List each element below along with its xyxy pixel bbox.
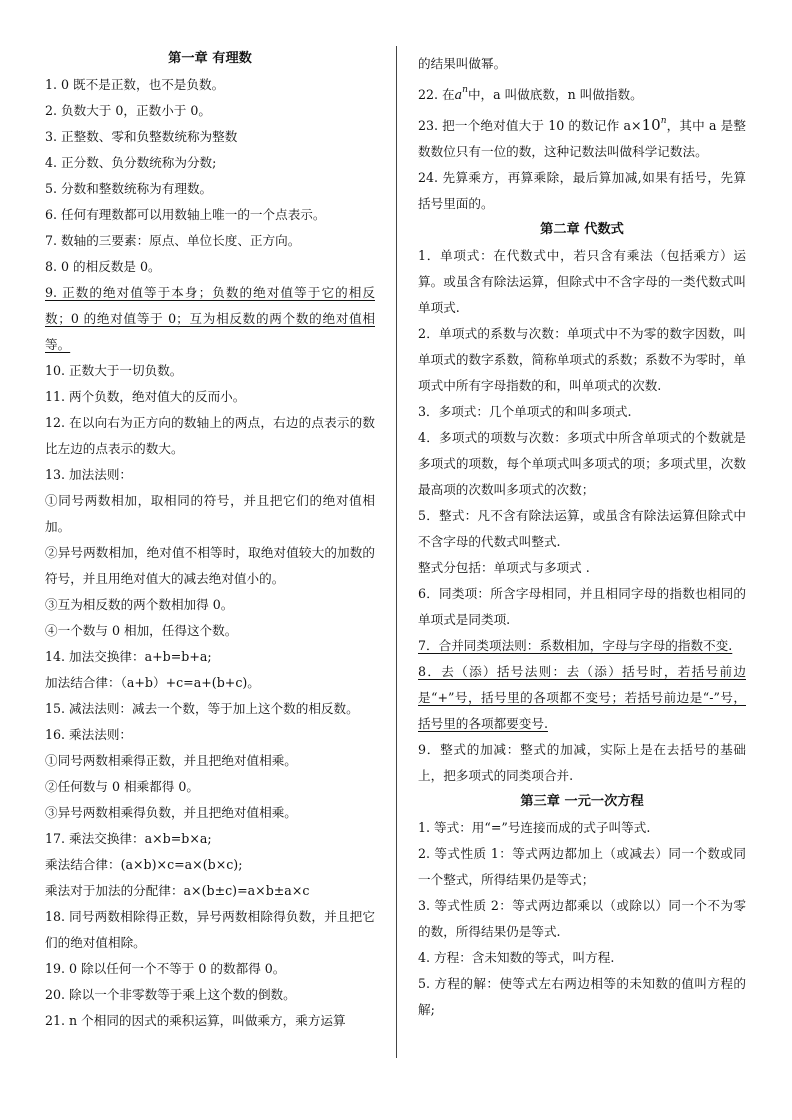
list-item: 8. 0 的相反数是 0。 [45, 259, 161, 274]
list-item: 乘法对于加法的分配律：a×(b±c)=a×b±a×c [45, 883, 310, 898]
list-item: 6. 任何有理数都可以用数轴上唯一的一个点表示。 [45, 207, 326, 222]
list-item: 19. 0 除以任何一个不等于 0 的数都得 0。 [45, 961, 286, 976]
math-exponent: n [462, 85, 468, 95]
list-item: 3. 正整数、零和负整数统称为整数 [45, 129, 238, 144]
list-item: 5. 分数和整数统称为有理数。 [45, 181, 213, 196]
list-item: 24. 先算乘方，再算乘除，最后算加减,如果有括号，先算括号里面的。 [418, 170, 746, 211]
list-item: 3．多项式：几个单项式的和叫多项式. [418, 404, 632, 419]
list-item: 1. 等式：用“=”号连接而成的式子叫等式. [418, 820, 651, 835]
list-item: ②异号两数相加，绝对值不相等时，取绝对值较大的加数的符号，并且用绝对值大的减去绝对值小的。 [45, 545, 375, 586]
list-item: 2. 负数大于 0，正数小于 0。 [45, 103, 211, 118]
list-item: 10. 正数大于一切负数。 [45, 363, 183, 378]
list-item: ①同号两数相乘得正数，并且把绝对值相乘。 [45, 753, 297, 768]
item-text: 23. 把一个绝对值大于 10 的数记作 a× [418, 118, 642, 133]
item-text: 22. 在 [418, 87, 455, 102]
chapter-1-heading: 第一章 有理数 [168, 51, 252, 66]
math-base: a [454, 87, 463, 102]
math-exponent: n [660, 116, 667, 126]
list-item: 11. 两个负数，绝对值大的反而小。 [45, 389, 246, 404]
list-item: ④一个数与 0 相加，任得这个数。 [45, 623, 238, 638]
list-item: 5. 方程的解：使等式左右两边相等的未知数的值叫方程的解; [418, 976, 746, 1017]
chapter-3-heading: 第三章 一元一次方程 [520, 794, 644, 809]
list-item: 1．单项式：在代数式中，若只含有乘法（包括乘方）运算。或虽含有除法运算，但除式中不含字母的一类代数式叫单项式. [418, 248, 746, 315]
list-item: 17. 乘法交换律：a×b=b×a; [45, 831, 212, 846]
list-item: 13. 加法法则： [45, 467, 133, 482]
list-item: 乘法结合律：(a×b)×c=a×(b×c); [45, 857, 243, 872]
list-item: 4. 方程：含未知数的等式，叫方程. [418, 950, 615, 965]
list-item: 1. 0 既不是正数，也不是负数。 [45, 77, 225, 92]
chapter-2-heading: 第二章 代数式 [540, 222, 624, 237]
list-item-exponent [418, 77, 746, 108]
underlined-list-item: 9. 正数的绝对值等于本身；负数的绝对值等于它的相反数；0 的绝对值等于 0；互为相反数的两个数的绝对值相等。 [45, 285, 375, 352]
list-item: 4．多项式的项数与次数：多项式中所含单项式的个数就是多项式的项数，每个单项式叫多项式的项；多项式里，次数最高项的次数叫多项式的次数； [418, 430, 746, 497]
list-item: 7. 数轴的三要素：原点、单位长度、正方向。 [45, 233, 301, 248]
list-item: 2. 等式性质 1：等式两边都加上（或减去）同一个数或同一个整式，所得结果仍是等式； [418, 846, 746, 887]
list-item: 14. 加法交换律：a+b=b+a; [45, 649, 212, 664]
list-item: 2．单项式的系数与次数：单项式中不为零的数字因数，叫单项式的数字系数，简称单项式的系数；系数不为零时，单项式中所有字母指数的和，叫单项式的次数. [418, 326, 746, 393]
list-item: 16. 乘法法则： [45, 727, 133, 742]
left-column [45, 46, 375, 1034]
underlined-list-item: 8．去（添）括号法则：去（添）括号时，若括号前边是“+”号，括号里的各项都不变号；若括号前边是“-”号，括号里的各项都要变号. [418, 664, 746, 731]
item-text: ，其中 a 是整数数位只有一位的数，这种记数法叫做科学记数法。 [418, 118, 746, 159]
list-item: 18. 同号两数相除得正数，异号两数相除得负数，并且把它们的绝对值相除。 [45, 909, 375, 950]
list-item: 加法结合律：（a+b）+c=a+(b+c)。 [45, 675, 260, 690]
math-base: 10 [641, 116, 661, 134]
list-item: 21. n 个相同的因式的乘积运算，叫做乘方，乘方运算 [45, 1013, 346, 1028]
list-item-scientific-notation [418, 108, 746, 165]
list-item: ③互为相反数的两个数相加得 0。 [45, 597, 234, 612]
list-item: ①同号两数相加，取相同的符号，并且把它们的绝对值相加。 [45, 493, 375, 534]
list-item: ③异号两数相乘得负数，并且把绝对值相乘。 [45, 805, 297, 820]
right-column [418, 51, 746, 1023]
list-item: 6．同类项：所含字母相同，并且相同字母的指数也相同的单项式是同类项. [418, 586, 746, 627]
list-item: 4. 正分数、负分数统称为分数; [45, 155, 217, 170]
column-divider [396, 46, 397, 1058]
list-item: 5．整式：凡不含有除法运算，或虽含有除法运算但除式中不含字母的代数式叫整式. [418, 508, 746, 549]
item-text: 中，a 叫做底数，n 叫做指数。 [467, 87, 643, 102]
list-item: 整式分包括：单项式与多项式 . [418, 560, 590, 575]
list-item: 15. 减法法则：减去一个数，等于加上这个数的相反数。 [45, 701, 359, 716]
list-item: 12. 在以向右为正方向的数轴上的两点，右边的点表示的数比左边的点表示的数大。 [45, 415, 375, 456]
list-item: 3. 等式性质 2：等式两边都乘以（或除以）同一个不为零的数，所得结果仍是等式. [418, 898, 746, 939]
list-item: ②任何数与 0 相乘都得 0。 [45, 779, 199, 794]
list-item: 的结果叫做幂。 [418, 56, 507, 71]
list-item: 20. 除以一个非零数等于乘上这个数的倒数。 [45, 987, 296, 1002]
list-item: 9．整式的加减：整式的加减，实际上是在去括号的基础上，把多项式的同类项合并. [418, 742, 746, 783]
underlined-list-item: 7．合并同类项法则：系数相加，字母与字母的指数不变. [418, 638, 733, 653]
